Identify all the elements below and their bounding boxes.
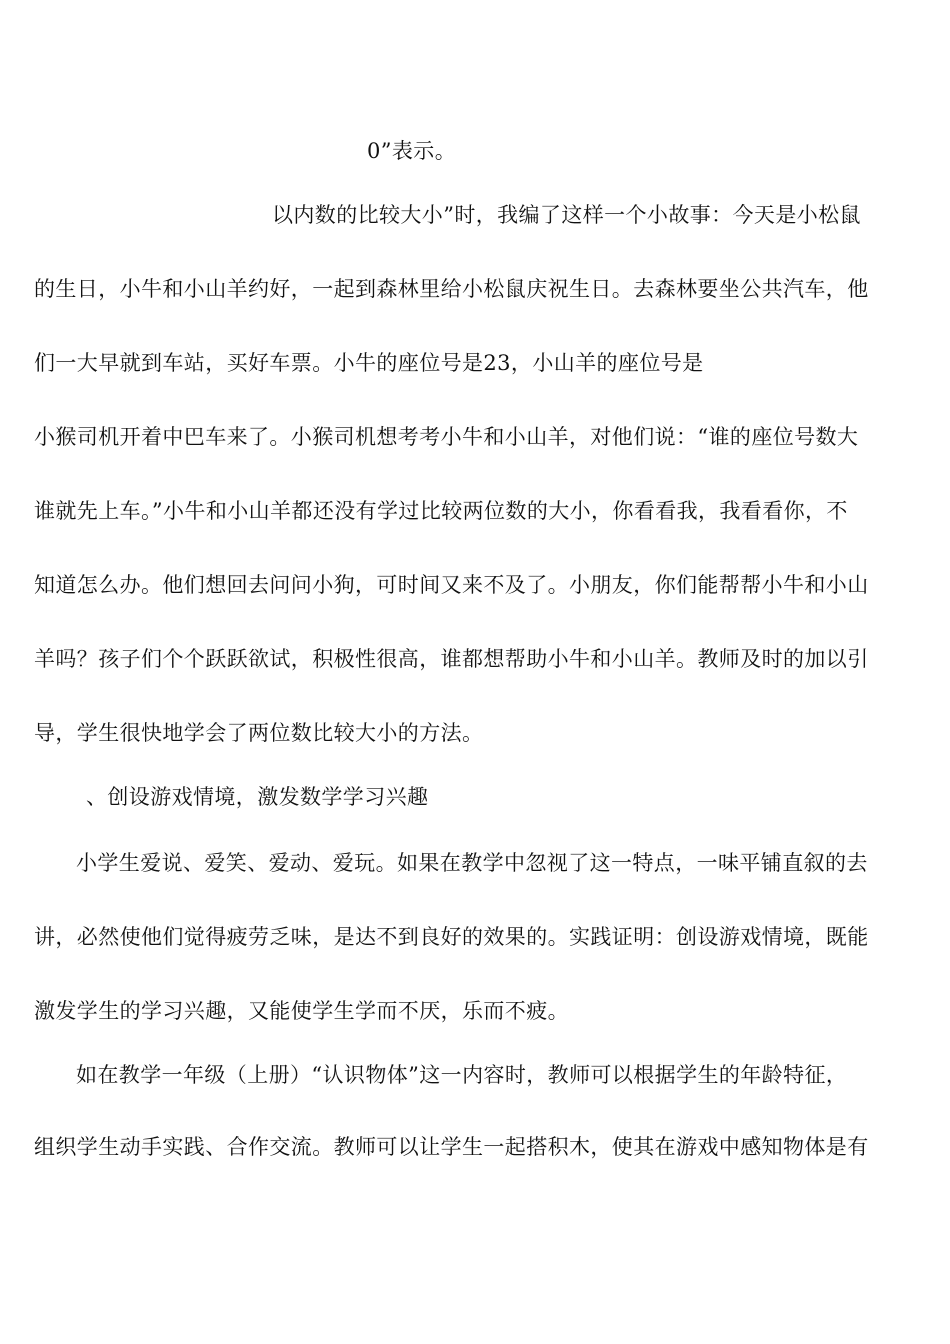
text-line: 的生日，小牛和小山羊约好，一起到森林里给小松鼠庆祝生日。去森林要坐公共汽车，他 [34,277,869,301]
text-line: 小学生爱说、爱笑、爱动、爱玩。如果在教学中忽视了这一特点，一味平铺直叙的去 [76,851,868,875]
text-line: 如在教学一年级（上册）“认识物体”这一内容时，教师可以根据学生的年龄特征， [76,1063,848,1087]
text-line: 导，学生很快地学会了两位数比较大小的方法。 [34,721,484,745]
text-line: 激发学生的学习兴趣，又能使学生学而不厌，乐而不疲。 [34,999,569,1023]
text-line: 羊吗？孩子们个个跃跃欲试，积极性很高，谁都想帮助小牛和小山羊。教师及时的加以引 [34,647,869,671]
section-heading: 、创设游戏情境，激发数学学习兴趣 [86,785,429,809]
text-line: 们一大早就到车站，买好车票。小牛的座位号是23，小山羊的座位号是 [34,351,704,375]
text-line: 组织学生动手实践、合作交流。教师可以让学生一起搭积木，使其在游戏中感知物体是有 [34,1135,869,1159]
text-line: 0”表示。 [367,139,457,163]
text-line: 讲，必然使他们觉得疲劳乏味，是达不到良好的效果的。实践证明：创设游戏情境，既能 [34,925,869,949]
text-line: 谁就先上车。”小牛和小山羊都还没有学过比较两位数的大小，你看看我，我看看你，不 [34,499,848,523]
text-line: 知道怎么办。他们想回去问问小狗，可时间又来不及了。小朋友，你们能帮帮小牛和小山 [34,573,869,597]
text-line: 小猴司机开着中巴车来了。小猴司机想考考小牛和小山羊，对他们说：“谁的座位号数大 [34,425,859,449]
text-line: 以内数的比较大小”时，我编了这样一个小故事：今天是小松鼠 [272,203,861,227]
